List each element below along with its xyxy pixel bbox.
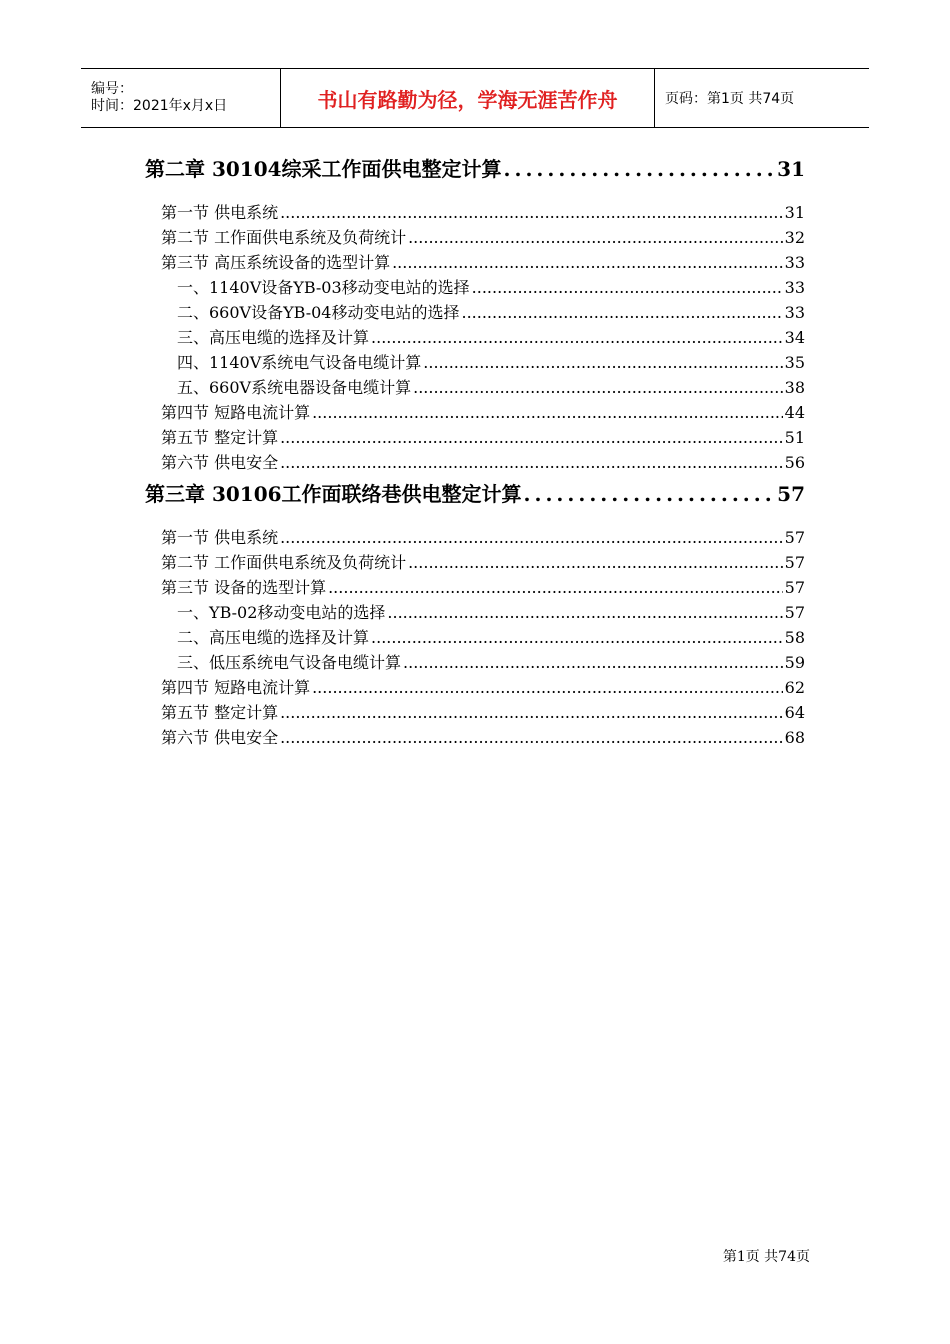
toc-entry-title: 五、660V系统电器设备电缆计算 <box>177 378 412 397</box>
toc-entry-title: 三、高压电缆的选择及计算 <box>177 328 370 347</box>
page-header <box>81 68 869 128</box>
toc-entry-sub[interactable] <box>145 300 805 325</box>
toc-leader-dots <box>472 275 783 300</box>
toc-entry-section[interactable] <box>145 450 805 475</box>
toc-entry-page: 51 <box>784 428 805 447</box>
toc-entry-chapter[interactable] <box>145 477 805 511</box>
toc-entry-title: 第三节 设备的选型计算 <box>161 578 327 597</box>
toc-entry-title: 第四节 短路电流计算 <box>161 403 311 422</box>
toc-entry-page: 35 <box>784 353 805 372</box>
toc-entry-section[interactable] <box>145 550 805 575</box>
toc-entry-section[interactable] <box>145 675 805 700</box>
toc-entry-title: 二、高压电缆的选择及计算 <box>177 628 370 647</box>
toc-entry-page: 57 <box>784 553 805 572</box>
toc-leader-dots <box>408 550 783 575</box>
header-meta <box>81 69 281 127</box>
header-page-info: 页码：第1页 共74页 <box>665 91 795 107</box>
toc-entry-section[interactable] <box>145 400 805 425</box>
toc-entry-title: 二、660V设备YB-04移动变电站的选择 <box>177 303 460 322</box>
toc-leader-dots <box>524 477 776 511</box>
toc-entry-page: 32 <box>784 228 805 247</box>
toc-entry-title: 第二节 工作面供电系统及负荷统计 <box>161 228 407 247</box>
toc-entry-sub[interactable] <box>145 350 805 375</box>
toc-leader-dots <box>371 325 783 350</box>
toc-leader-dots <box>280 725 783 750</box>
toc-entry-title: 三、低压系统电气设备电缆计算 <box>177 653 402 672</box>
toc-entry-sub[interactable] <box>145 275 805 300</box>
toc-leader-dots <box>423 350 782 375</box>
number-label: 编号： <box>91 81 133 97</box>
toc-leader-dots <box>387 600 782 625</box>
toc-leader-dots <box>312 400 783 425</box>
toc-entry-page: 44 <box>784 403 805 422</box>
toc-entry-section[interactable] <box>145 525 805 550</box>
toc-entry-page: 68 <box>784 728 805 747</box>
toc-leader-dots <box>280 425 783 450</box>
toc-entry-title: 第三章 30106工作面联络巷供电整定计算 <box>145 482 522 506</box>
toc-entry-sub[interactable] <box>145 650 805 675</box>
toc-leader-dots <box>312 675 783 700</box>
toc-entry-title: 第五节 整定计算 <box>161 703 279 722</box>
toc-entry-page: 57 <box>784 528 805 547</box>
toc-entry-section[interactable] <box>145 725 805 750</box>
table-of-contents <box>145 150 805 750</box>
toc-entry-section[interactable] <box>145 250 805 275</box>
toc-entry-title: 第二章 30104综采工作面供电整定计算 <box>145 157 502 181</box>
toc-entry-section[interactable] <box>145 200 805 225</box>
toc-entry-page: 64 <box>784 703 805 722</box>
toc-leader-dots <box>403 650 783 675</box>
toc-entry-sub[interactable] <box>145 375 805 400</box>
toc-entry-page: 31 <box>777 157 805 181</box>
toc-entry-page: 58 <box>784 628 805 647</box>
toc-entry-page: 33 <box>784 278 805 297</box>
toc-entry-page: 34 <box>784 328 805 347</box>
toc-entry-title: 第二节 工作面供电系统及负荷统计 <box>161 553 407 572</box>
toc-entry-title: 第四节 短路电流计算 <box>161 678 311 697</box>
toc-leader-dots <box>408 225 783 250</box>
toc-entry-section[interactable] <box>145 700 805 725</box>
toc-leader-dots <box>392 250 783 275</box>
time-label: 时间：2021年x月x日 <box>91 98 228 114</box>
toc-entry-title: 一、YB-02移动变电站的选择 <box>177 603 386 622</box>
toc-entry-section[interactable] <box>145 575 805 600</box>
toc-leader-dots <box>504 152 776 186</box>
toc-entry-title: 第六节 供电安全 <box>161 453 279 472</box>
toc-leader-dots <box>328 575 783 600</box>
toc-entry-page: 38 <box>784 378 805 397</box>
toc-leader-dots <box>280 525 783 550</box>
toc-entry-page: 57 <box>784 603 805 622</box>
toc-entry-title: 第一节 供电系统 <box>161 528 279 547</box>
toc-entry-page: 33 <box>784 303 805 322</box>
toc-entry-section[interactable] <box>145 225 805 250</box>
toc-entry-sub[interactable] <box>145 600 805 625</box>
toc-entry-page: 57 <box>777 482 805 506</box>
toc-leader-dots <box>413 375 783 400</box>
toc-entry-page: 57 <box>784 578 805 597</box>
toc-entry-page: 59 <box>784 653 805 672</box>
toc-entry-title: 第五节 整定计算 <box>161 428 279 447</box>
toc-entry-page: 31 <box>784 203 805 222</box>
toc-leader-dots <box>371 625 783 650</box>
toc-entry-sub[interactable] <box>145 325 805 350</box>
toc-entry-page: 33 <box>784 253 805 272</box>
toc-entry-title: 第一节 供电系统 <box>161 203 279 222</box>
toc-leader-dots <box>280 450 783 475</box>
toc-entry-sub[interactable] <box>145 625 805 650</box>
toc-entry-title: 第三节 高压系统设备的选型计算 <box>161 253 391 272</box>
page-footer: 第1页 共74页 <box>722 1249 810 1265</box>
toc-entry-page: 62 <box>784 678 805 697</box>
toc-leader-dots <box>461 300 782 325</box>
toc-entry-title: 第六节 供电安全 <box>161 728 279 747</box>
toc-entry-page: 56 <box>784 453 805 472</box>
toc-entry-chapter[interactable] <box>145 152 805 186</box>
toc-entry-title: 四、1140V系统电气设备电缆计算 <box>177 353 422 372</box>
toc-leader-dots <box>280 200 783 225</box>
toc-entry-title: 一、1140V设备YB-03移动变电站的选择 <box>177 278 470 297</box>
toc-leader-dots <box>280 700 783 725</box>
header-motto: 书山有路勤为径，学海无涯苦作舟 <box>281 69 655 127</box>
toc-entry-section[interactable] <box>145 425 805 450</box>
